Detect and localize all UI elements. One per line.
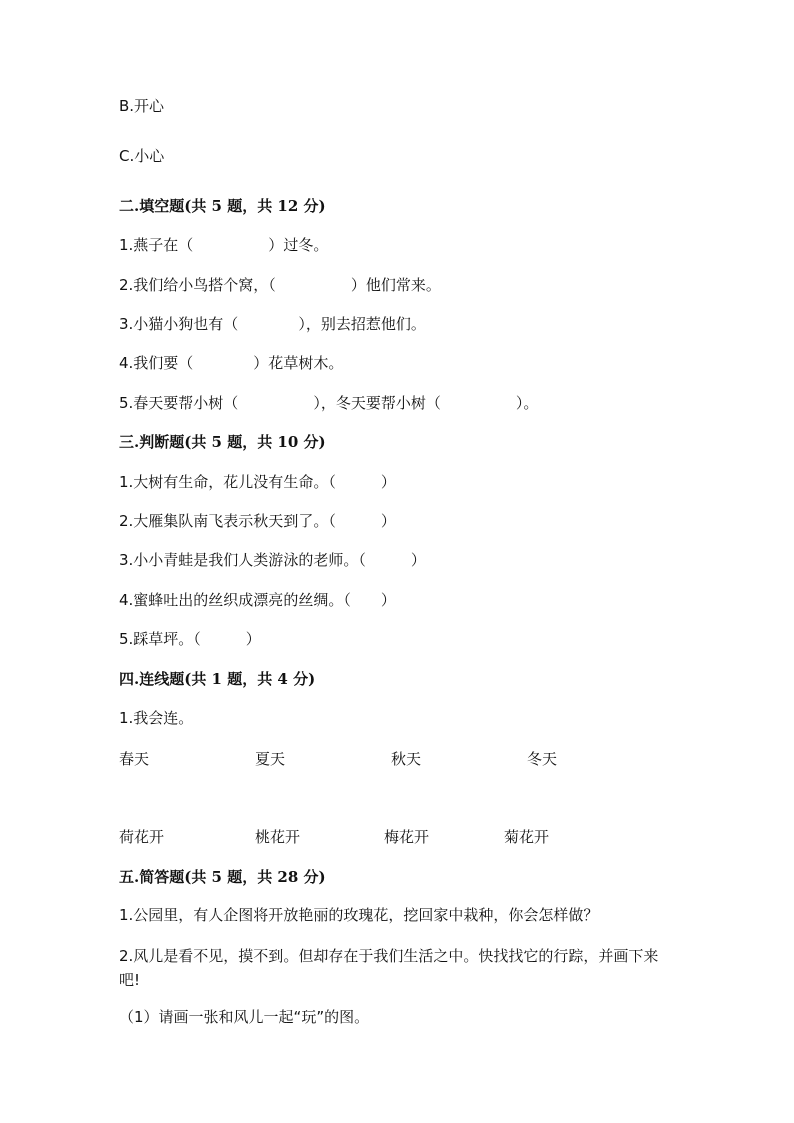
option-c: C.小心: [119, 147, 165, 165]
true-false-item-4: 4.蜜蜂吐出的丝织成漂亮的丝绸。（ ）: [119, 591, 396, 609]
short-answer-q2-sub1: （1）请画一张和风儿一起“玩”的图。: [119, 1008, 370, 1026]
fill-blank-item-1: 1.燕子在（ ）过冬。: [119, 236, 329, 254]
matching-question: 1.我会连。: [119, 709, 194, 727]
section-2-heading: 二.填空题(共 5 题，共 12 分): [119, 197, 326, 215]
option-b: B.开心: [119, 97, 165, 115]
true-false-item-3: 3.小小青蛙是我们人类游泳的老师。（ ）: [119, 551, 426, 569]
section-4-heading: 四.连线题(共 1 题，共 4 分): [119, 670, 316, 688]
flower-plum: 梅花开: [384, 828, 430, 846]
season-winter: 冬天: [527, 750, 558, 768]
fill-blank-item-4: 4.我们要（ ）花草树木。: [119, 354, 344, 372]
section-5-heading: 五.简答题(共 5 题，共 28 分): [119, 868, 326, 886]
season-autumn: 秋天: [391, 750, 422, 768]
fill-blank-item-2: 2.我们给小鸟搭个窝，（ ）他们常来。: [119, 276, 441, 294]
true-false-item-5: 5.踩草坪。（ ）: [119, 630, 261, 648]
season-spring: 春天: [119, 750, 150, 768]
flower-peach: 桃花开: [255, 828, 301, 846]
true-false-item-1: 1.大树有生命，花儿没有生命。（ ）: [119, 473, 396, 491]
flower-lotus: 荷花开: [119, 828, 165, 846]
true-false-item-2: 2.大雁集队南飞表示秋天到了。（ ）: [119, 512, 396, 530]
season-summer: 夏天: [255, 750, 286, 768]
flower-chrysanthemum: 菊花开: [504, 828, 550, 846]
section-3-heading: 三.判断题(共 5 题，共 10 分): [119, 433, 326, 451]
fill-blank-item-3: 3.小猫小狗也有（ ），别去招惹他们。: [119, 315, 426, 333]
short-answer-q2: 2.风儿是看不见，摸不到。但却存在于我们生活之中。快找找它的行踪，并画下来吧!: [119, 947, 659, 989]
fill-blank-item-5: 5.春天要帮小树（ ），冬天要帮小树（ ）。: [119, 394, 539, 412]
short-answer-q1: 1.公园里，有人企图将开放艳丽的玫瑰花，挖回家中栽种，你会怎样做？: [119, 906, 599, 924]
